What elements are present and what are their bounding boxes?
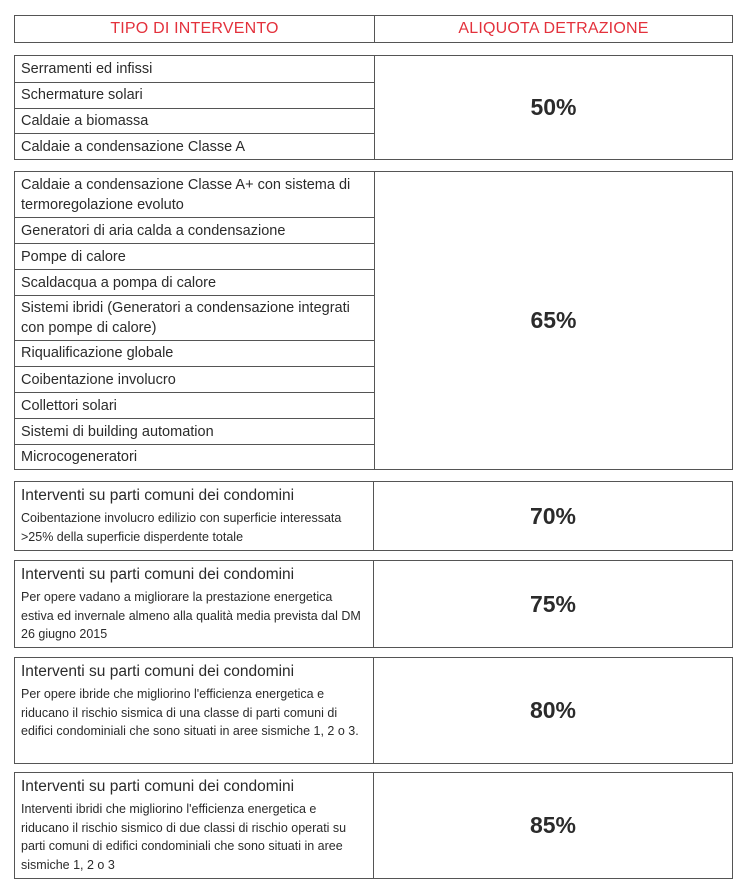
table-header xyxy=(14,15,733,43)
list-item: Riqualificazione globale xyxy=(15,341,374,367)
group-85 xyxy=(14,772,733,879)
condo-description: Per opere vadano a migliorare la prestazione energetica estiva ed invernale almeno alla qualità media prevista dal DM 26 giugno 2015 xyxy=(21,590,361,641)
list-item: Schermature solari xyxy=(15,83,374,109)
group-70 xyxy=(14,481,733,551)
list-item: Serramenti ed infissi xyxy=(15,56,374,83)
rate-value: 50% xyxy=(530,94,577,120)
header-aliquota-detrazione: ALIQUOTA DETRAZIONE xyxy=(458,20,649,37)
condo-title: Interventi su parti comuni dei condomini xyxy=(21,663,295,680)
group-50 xyxy=(14,55,733,160)
list-item: Sistemi di building automation xyxy=(15,419,374,446)
condo-item xyxy=(15,658,374,763)
items-list xyxy=(15,56,375,159)
list-item: Generatori di aria calda a condensazione xyxy=(15,218,374,244)
rate-value: 65% xyxy=(530,307,577,333)
list-item: Caldaie a biomassa xyxy=(15,109,374,135)
condo-title: Interventi su parti comuni dei condomini xyxy=(21,778,295,795)
condo-description: Coibentazione involucro edilizio con superficie interessata >25% della superficie disperdente totale xyxy=(21,511,342,544)
rate-value: 70% xyxy=(529,502,577,529)
group-65 xyxy=(14,171,733,470)
items-list xyxy=(15,172,375,469)
list-item: Collettori solari xyxy=(15,393,374,419)
condo-title: Interventi su parti comuni dei condomini xyxy=(21,487,295,504)
condo-item xyxy=(15,561,374,647)
condo-item xyxy=(15,773,374,878)
list-item: Sistemi ibridi (Generatori a condensazione integrati con pompe di calore) xyxy=(15,296,374,341)
header-tipo-intervento: TIPO DI INTERVENTO xyxy=(15,16,375,42)
condo-description: Per opere ibride che migliorino l'efficienza energetica e riducano il rischio sismica di una classe di parti comuni di edifici condominiali che sono situati in aree sismiche 1, 2 o 3. xyxy=(21,687,359,738)
list-item: Microcogeneratori xyxy=(21,449,138,466)
condo-title: Interventi su parti comuni dei condomini xyxy=(21,566,295,583)
group-80 xyxy=(14,657,733,764)
rate-value: 75% xyxy=(529,590,577,617)
list-item: Pompe di calore xyxy=(15,244,374,271)
list-item: Coibentazione involucro xyxy=(15,367,374,394)
condo-item xyxy=(15,482,374,550)
list-item: Caldaie a condensazione Classe A xyxy=(21,138,246,155)
rate-value: 80% xyxy=(529,697,577,723)
rate-value: 85% xyxy=(529,812,577,838)
list-item: Caldaie a condensazione Classe A+ con sistema di termoregolazione evoluto xyxy=(15,172,374,218)
group-75 xyxy=(14,560,733,648)
list-item: Scaldacqua a pompa di calore xyxy=(15,270,374,296)
condo-description: Interventi ibridi che migliorino l'efficienza energetica e riducano il rischio sismico di due classi di rischio operati su parti comuni di edifici condominiali che sono situati in aree sismiche 1, 2 o 3 xyxy=(21,802,347,872)
